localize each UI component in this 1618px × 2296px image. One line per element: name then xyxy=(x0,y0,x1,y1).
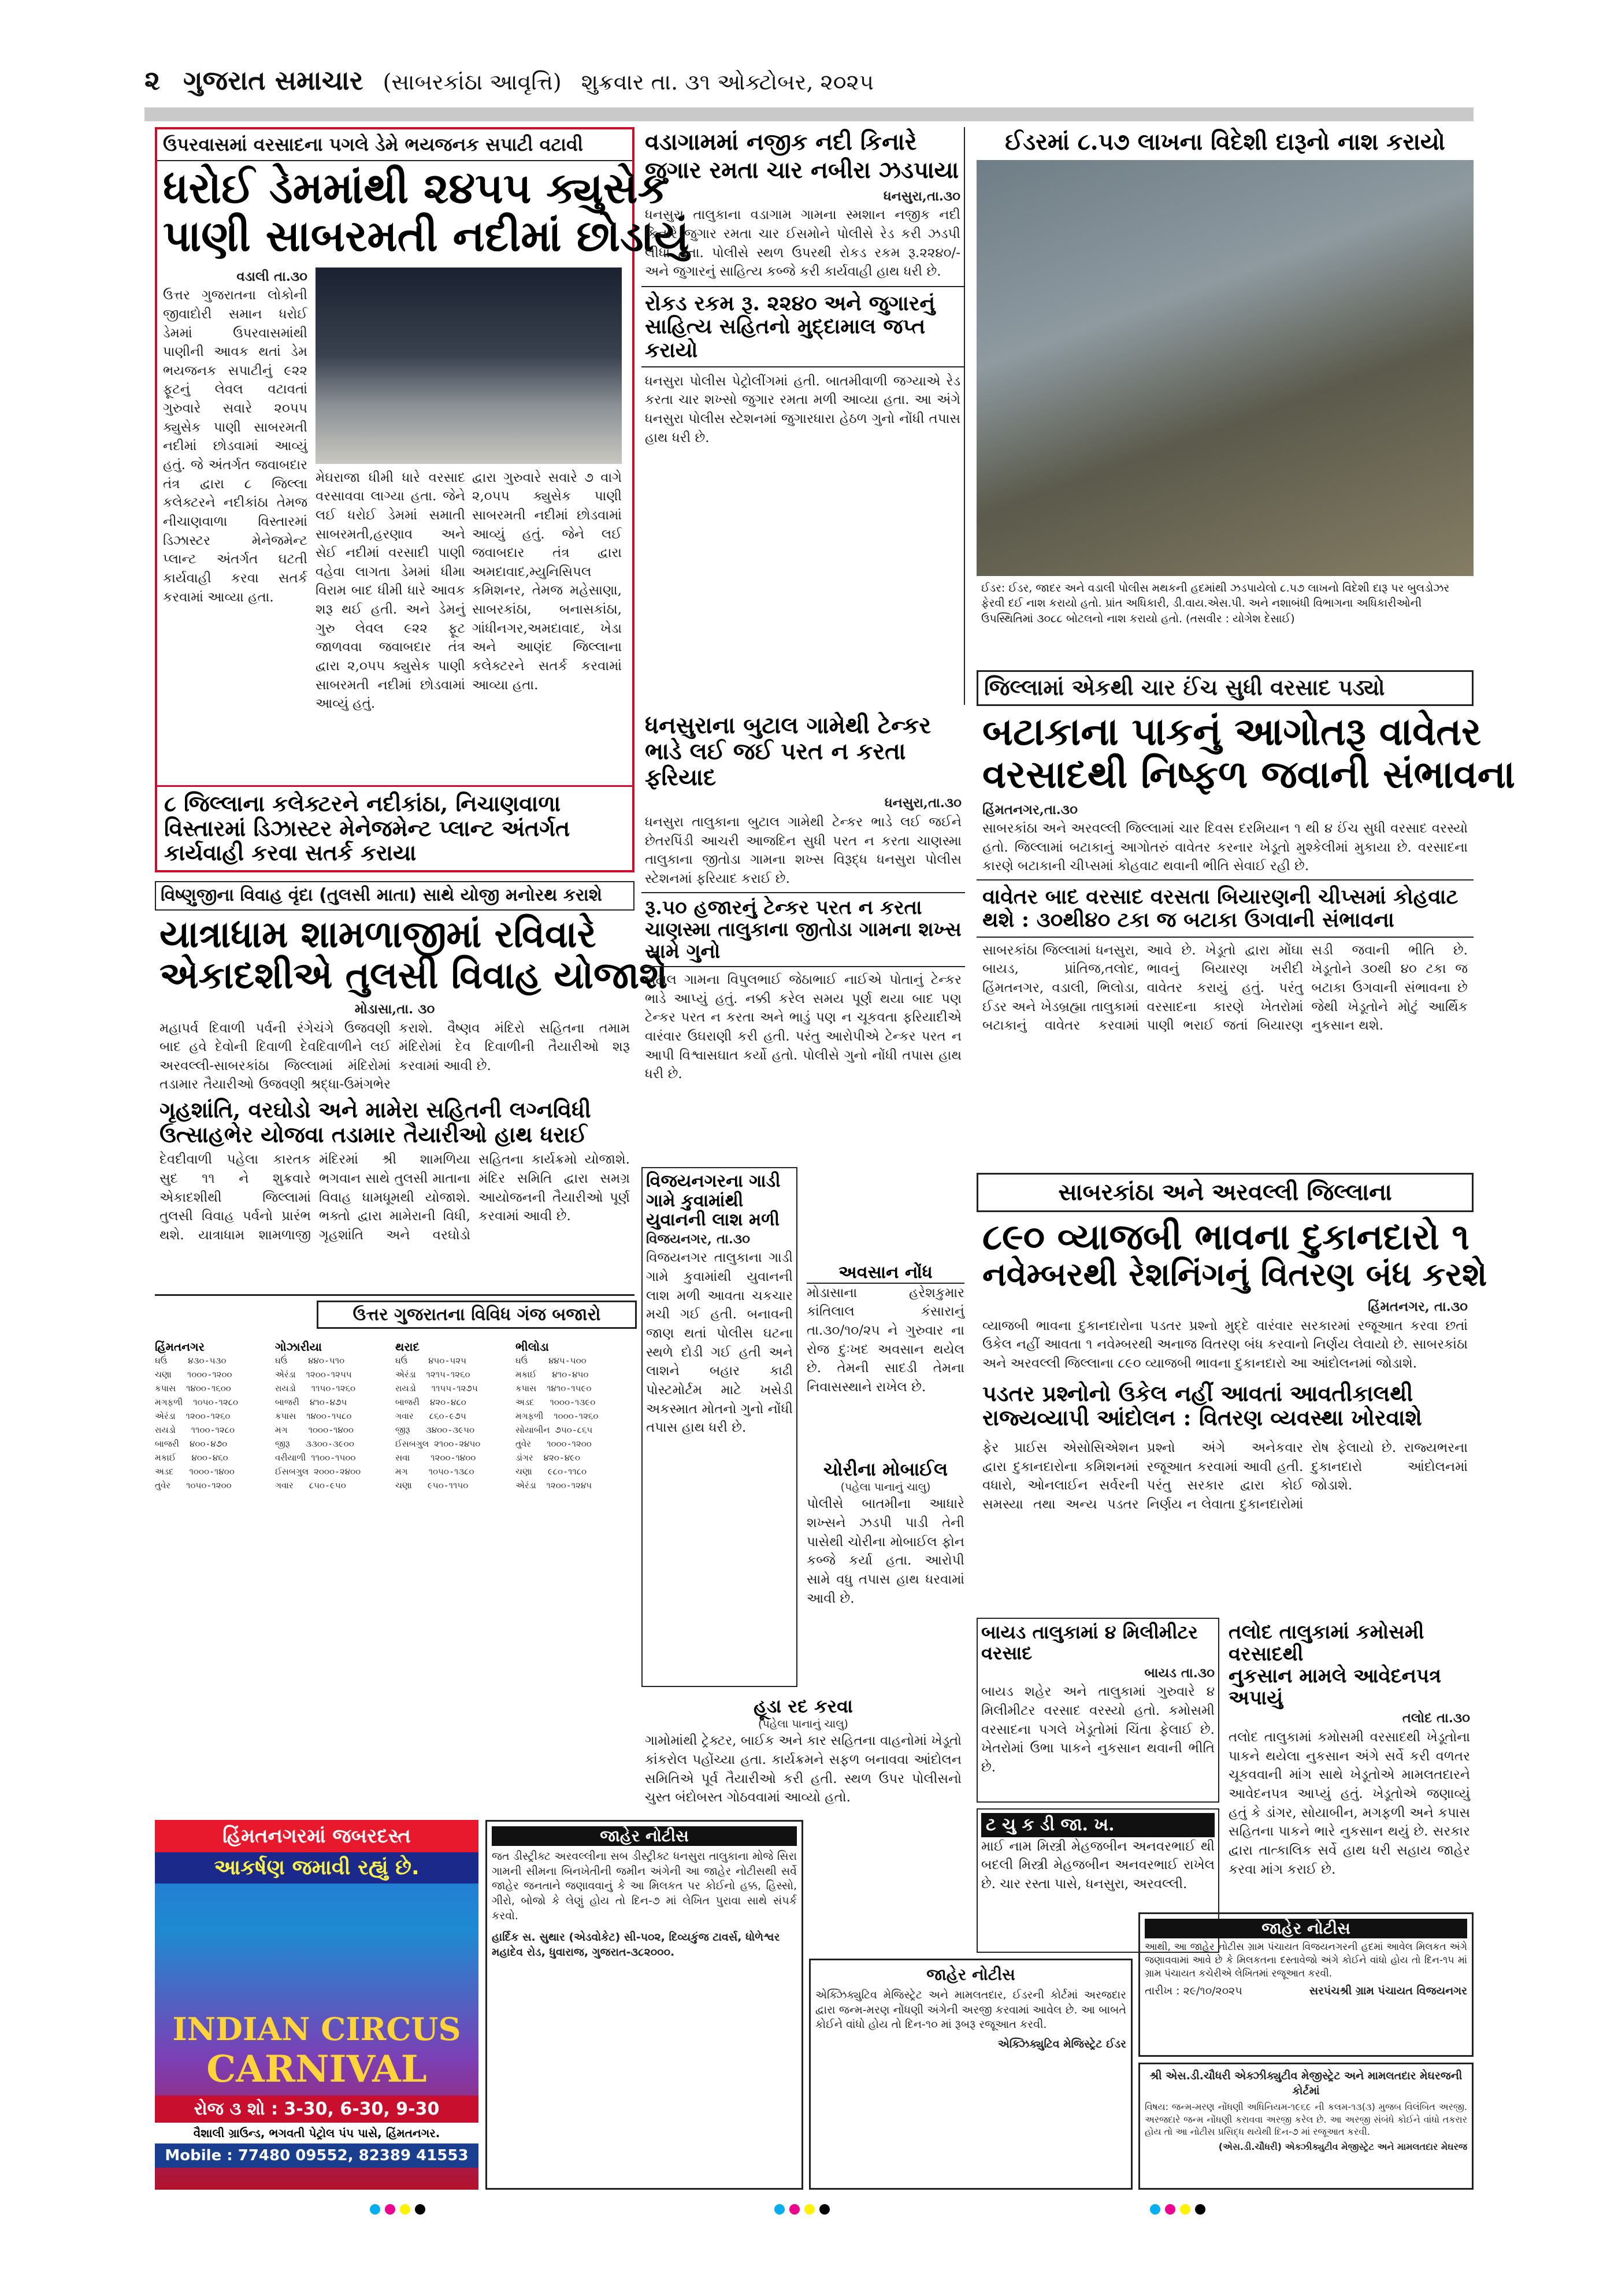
tulsi-headline-1: યાત્રાધામ શામળાજીમાં રવિવારે xyxy=(159,912,596,956)
market-rows: ઘઉં ૪૫૦-૫૨૫ એરંડા ૧૨૧૫-૧૨૬૦ રાયડો ૧૧૫૫-૧૨૭૫ બાજરી ૪૨૦-૪૮૦ ગવાર ૮૬૦-૯૭૫ જીરૂ ૩૪૦૦-૩૯૫૦ ઈસબગુલ ૨૧૦૦-૨૪૫૦ સવા ૧૨૦૦-૧૪૦૦ મગ ૧૦૫૦-૧૩૮૦ ચણા ૯૫૦-૧૧૫૦ xyxy=(395,1355,481,1491)
gambling-kicker: વડાગામમાં નજીક નદી કિનારે xyxy=(645,128,917,155)
potato-body-1: સાબરકાંઠા અને અરવલ્લી જિલ્લામાં ચાર દિવસ દરમિયાન ૧ થી ૪ ઈંચ સુધી વરસાદ વરસ્યો હતો. જિલ્લામાં બટાકાનું આગોતરું વાવેતર કરનાર ખેડૂતો મુશ્કેલીમાં મુકાયા છે. વરસાદના કારણે બટાકાની ચીપ્સમાં કોહવાટ થવાની ભીતિ સેવાઈ રહી છે. xyxy=(982,821,1468,874)
liquor-photo xyxy=(977,160,1474,576)
notice-3 xyxy=(1138,1912,1474,2057)
market-rows: ઘઉં ૪૩૦-૫૩૦ ચણા ૧૦૦૦-૧૨૦૦ કપાસ ૧૪૦૦-૧૬૦૦ મગફળી ૧૦૫૦-૧૨૮૦ એરંડા ૧૨૦૦-૧૨૬૦ રાયડો ૧૧૦૦-૧૨૮૦ બાજરી ૪૦૦-૪૭૦ મકાઈ ૪૦૦-૪૬૦ અડદ ૧૦૦૦-૧૪૦૦ તુવેર ૧૦૫૦-૧૨૦૦ xyxy=(155,1355,239,1491)
gambling-body-2: ધનસુરા પોલીસ પેટ્રોલીંગમાં હતી. બાતમીવાળી જગ્યાએ રેડ કરતા ચાર શખ્સો જુગાર રમતા મળી આવ્યા હતા. આ અંગે ધનસુરા પોલીસ સ્ટેશનમાં જુગારધારા હેઠળ ગુનો નોંધી તપાસ હાથ ધરી છે. xyxy=(645,373,960,445)
notice-2 xyxy=(809,1959,1133,2190)
ration-body-1: વ્યાજબી ભાવના દુકાનદારોના પડતર પ્રશ્નો મુદ્દે વારંવાર સરકારમાં રજૂઆત કરવા છતાં ઉકેલ નહીં આવતા ૧ નવેમ્બરથી અનાજ વિતરણ બંધ કરવાનો નિર્ણય લેવાયો છે. સાબરકાંઠા અને અરવલ્લી જિલ્લાના ૮૯૦ વ્યાજબી ભાવના દુકાનદારો આ આંદોલનમાં જોડાશે. xyxy=(982,1318,1468,1372)
bayad-rain-body: બાયડ શહેર અને તાલુકામાં ગુરુવારે ૪ મિલીમીટર વરસાદ વરસ્યો હતો. કમોસમી વરસાદના પગલે ખેડૂતોમાં ચિંતા ફેલાઈ છે. ખેતરોમાં ઉભા પાકને નુકસાન થવાની ભીતિ છે. xyxy=(981,1684,1215,1775)
market-section xyxy=(155,1294,634,1814)
tulsi-kicker: વિષ્ણુજીના વિવાહ વૃંદા (તુલસી માતા) સાથે યોજી મનોરથ કરાશે xyxy=(155,881,634,911)
story-mobile xyxy=(803,1456,968,1675)
potato-kicker: જિલ્લામાં એકથી ચાર ઈંચ સુધી વરસાદ પડ્યો xyxy=(977,670,1474,706)
mobile-headline: ચોરીના મોબાઈલ xyxy=(823,1458,948,1480)
market-rows: ઘઉં ૪૪૫-૫૦૦ મકાઈ ૪૧૦-૪૫૦ કપાસ ૧૪૧૦-૧૫૯૦ અડદ ૧૦૦૦-૧૩૯૦ મગફળી ૧૦૦૦-૧૨૬૦ સોયાબીન ૭૫૦-૮૬૫ તુવેર ૧૦૦૦-૧૨૦૦ ડાંગર ૪૨૦-૪૯૦ ચણા ૯૮૦-૧૧૮૦ એરંડા ૧૨૦૦-૧૨૪૫ xyxy=(515,1355,599,1491)
tanker-body-2: બુટાલ ગામના વિપુલભાઈ જેઠાભાઈ નાઈએ પોતાનું ટેન્કર ભાડે આપ્યું હતું. નક્કી કરેલ સમય પૂર્ણ થયા બાદ પણ ટેન્કર પરત ન કરતા અને ભાડું પણ ન ચૂકવતા ફરિયાદીએ વારંવાર ઉઘરાણી કરી હતી. પરંતુ આરોપીએ ટેન્કર પરત ન આપી વિશ્વાસઘાત કર્યો હતો. પોલીસે ગુનો નોંધી તપાસ હાથ ધરી છે. xyxy=(645,972,962,1082)
ad-circus-title-1: INDIAN CIRCUS xyxy=(172,2011,461,2048)
bayad-rain-headline: બાયડ તાલુકામાં ૪ મિલીમીટર વરસાદ xyxy=(981,1621,1198,1664)
dam-footer-headline: ૮ જિલ્લાના કલેક્ટરને નદીકાંઠા, નિચાણવાળા વિસ્તારમાં ડિઝાસ્ટર મેનેજમેન્ટ પ્લાન્ટ અંતર્ગત કાર્યવાહી કરવા સતર્ક કરાયા xyxy=(157,785,632,870)
tanker-headline-2: ભાડે લઈ જઈ પરત ન કરતા ફરિયાદ xyxy=(645,737,906,791)
ration-kicker: સાબરકાંઠા અને અરવલ્લી જિલ્લાના xyxy=(977,1173,1474,1212)
page-header xyxy=(144,65,1474,105)
story-ration xyxy=(977,1173,1487,1612)
dam-headline-2: પાણી સાબરમતી નદીમાં છોડાયું xyxy=(163,211,689,261)
notice-2-signer: એક્ઝિક્યુટિવ મેજિસ્ટ્રેટ ઈડર xyxy=(997,2037,1126,2050)
body-found-dateline: વિજયનગર, તા.૩૦ xyxy=(646,1231,751,1247)
tulsi-dateline: મોડાસા,તા. ૩૦ xyxy=(354,1001,435,1017)
notice-3-title: જાહેર નોટીસ xyxy=(1145,1919,1467,1938)
tuchka-body: માઈ નામ મિસ્ત્રી મેહજબીન અનવરભાઈ થી બદલી મિસ્ત્રી મેહજબીન અનવરભાઈ રાખેલ છે. ચાર રસ્તા પાસે, ધનસુરા, અરવલ્લી. xyxy=(981,1838,1215,1892)
tulsi-headline-2: એકાદશીએ તુલસી વિવાહ યોજાશે xyxy=(159,954,668,998)
dam-body-1: ઉત્તર ગુજરાતના લોકોની જીવાદોરી સમાન ધરોઈ ડેમમાં ઉપરવાસમાંથી પાણીની આવક થતાં ડેમ ભયજનક સપાટીનું ૯૨૨ ફૂટનું લેવલ વટાવતાં ગુરુવારે સવારે ૨૦૫૫ ક્યુસેક પાણી સાબરમતી નદીમાં છોડવામાં આવ્યું હતું. જે અંતર્ગત જવાબદાર તંત્ર દ્વારા ૮ જિલ્લા કલેક્ટરને નદીકાંઠા તેમજ નીચાણવાળા વિસ્તારમાં ડિઝાસ્ટર મેનેજમેન્ટ પ્લાન્ટ અંતર્ગત ઘટતી કાર્યવાહી કરવા સતર્ક કરવામાં આવ્યા હતા. xyxy=(163,288,307,605)
gambling-headline: જુગાર રમતા ચાર નબીરા ઝડપાયા xyxy=(645,156,959,184)
market-column xyxy=(515,1336,631,1492)
cyan-dot xyxy=(1150,2204,1160,2215)
dam-photo xyxy=(316,268,622,464)
ration-dateline: હિંમતનગર, તા.૩૦ xyxy=(1368,1299,1468,1315)
notice-4-body: વિષય: જન્મ-મરણ નોંધણી અધિનિયમ-૧૯૬૯ ની કલમ-૧૩(૩) મુજબ વિલંબિત અરજી. અરજદારે જન્મ નોંધણી કરાવવા અરજી કરેલ છે. આ અરજી સંબંધે કોઈને વાંધો તકરાર હોય તો આ નોટીસ પ્રસિદ્ધ થયેથી દિન-૭ માં રજૂઆત કરવી. xyxy=(1145,2101,1467,2138)
market-rows: ઘઉં ૪૪૦-૫૧૦ એરંડા ૧૨૦૦-૧૨૫૫ રાયડો ૧૧૫૦-૧૨૬૦ બાજરી ૪૧૦-૪૭૫ કપાસ ૧૪૦૦-૧૫૮૦ મગ ૧૦૦૦-૧૪૦૦ જીરૂ ૩૩૦૦-૩૯૦૦ વરીયાળી ૧૧૦૦-૧૫૦૦ ઈસબગુલ ૨૦૦૦-૨૪૦૦ ગવાર ૮૫૦-૯૫૦ xyxy=(275,1355,361,1491)
ad-circus-title-2: CARNIVAL xyxy=(206,2048,427,2091)
notice-2-title: જાહેર નોટીસ xyxy=(926,1965,1015,1984)
story-bayad-rain xyxy=(977,1618,1219,1803)
tanker-headline-1: ધનસુરાના બુટાલ ગામેથી ટેન્કર xyxy=(645,712,932,739)
edition: (સાબરકાંઠા આવૃત્તિ) xyxy=(383,69,562,95)
liquor-caption: ઈડર: ઈડર, જાદર અને વડાલી પોલીસ મથકની હદમાંથી ઝડપાયેલો ૮.૫૭ લાખનો વિદેશી દારૂ પર બુલડોઝર ફેરવી દઈ નાશ કરાયો હતો. પ્રાંત અધિકારી, ડી.વાય.એસ.પી. અને નશાબંધી વિભાગના અધિકારીઓની ઉપસ્થિતિમાં ૩૦૮૮ બોટલનો નાશ કરાયો હતો. (તસવીર : યોગેશ દેસાઈ) xyxy=(977,578,1474,629)
notice-1-title: જાહેર નોટીસ xyxy=(492,1826,797,1846)
talod-headline-2: નુકસાન મામલે આવેદનપત્ર અપાયું xyxy=(1229,1665,1441,1710)
registration-marks-center xyxy=(774,2204,925,2221)
yellow-dot xyxy=(804,2204,815,2215)
page-number: ૨ xyxy=(144,65,161,96)
bayad-rain-dateline: બાયડ તા.૩૦ xyxy=(1144,1665,1215,1681)
registration-marks-left xyxy=(370,2204,520,2221)
story-obituary xyxy=(803,1260,968,1450)
obituary-body: મોડાસાના હરેશકુમાર કાંતિલાલ કંસારાનું તા.૩૦/૧૦/૨૫ ને ગુરુવાર ના રોજ દુઃખદ અવસાન થયેલ છે. તેમની સાદડી તેમના નિવાસસ્થાને રાખેલ છે. xyxy=(807,1285,964,1395)
ration-body-2: ફેર પ્રાઈસ એસોસિએશન દ્વારા દુકાનદારોના કમિશનમાં વધારો, ઓનલાઈન સર્વરની સમસ્યા તથા અન્ય પડતર પ્રશ્નો અંગે અનેકવાર રજૂઆત કરવામાં આવી હતી. પરંતુ સરકાર દ્વારા કોઈ નિર્ણય ન લેવાતા દુકાનદારોમાં રોષ ફેલાયો છે. રાજ્યભરના દુકાનદારો આંદોલનમાં જોડાશે. xyxy=(982,1440,1468,1512)
tulsi-body-1: મહાપર્વ દિવાળી પર્વની રંગેચંગે ઉજવણી બાદ હવે દેવોની દિવાળી દેવદિવાળીને લઈ અરવલ્લી-સાબરકાંઠા જિલ્લામાં મંદિરોમાં તડામાર તૈયારીઓ ઉજવણી શ્રદ્ધા-ઉમંગભેર કરાશે. વૈષ્ણવ મંદિરો સહિતના તમામ મંદિરોમાં દેવ દિવાળીની તૈયારીઓ શરૂ કરવામાં આવી છે. xyxy=(159,1020,630,1093)
dam-kicker: ઉપરવાસમાં વરસાદના પગલે ડેમે ભયજનક સપાટી વટાવી xyxy=(157,129,632,161)
mobile-body: પોલીસે બાતમીના આધારે શખ્સને ઝડપી પાડી તેની પાસેથી ચોરીના મોબાઈલ ફોન કબ્જે કર્યા હતા. આરોપી સામે વધુ તપાસ હાથ ધરવામાં આવી છે. xyxy=(807,1496,964,1606)
potato-body-2: સાબરકાંઠા જિલ્લામાં ધનસુરા, બાયડ, પ્રાંતિજ,તલોદ, હિંમતનગર, વડાલી, ભિલોડા, ઈડર અને ખેડબ્રહ્મા તાલુકામાં બટાકાનું વાવેતર કરવામાં આવે છે. ખેડૂતો દ્વારા મોંઘા ભાવનું બિયારણ ખરીદી વાવેતર કરાયું હતું. પરંતુ વરસાદના કારણે ખેતરોમાં પાણી ભરાઈ જતાં બિયારણ સડી જવાની ભીતિ છે. ખેડૂતોને ૩૦થી ૪૦ ટકા જ બટાકા ઉગવાની સંભાવના છે જેથી ખેડૂતોને મોટું આર્થિક નુકસાન થશે. xyxy=(982,942,1468,1034)
cyan-dot xyxy=(370,2204,380,2215)
story-talod xyxy=(1225,1618,1474,1907)
date-line: શુક્રવાર તા. ૩૧ ઓક્ટોબર, ૨૦૨૫ xyxy=(581,69,874,95)
tuchka-headline: ટ ચુ ક ડી જા. ખ. xyxy=(981,1813,1215,1837)
hooda-sub: (પહેલા પાનાનું ચાલુ) xyxy=(758,1717,848,1730)
potato-dateline: હિંમતનગર,તા.૩૦ xyxy=(982,801,1078,818)
story-body-found xyxy=(641,1167,797,1687)
notice-4 xyxy=(1138,2063,1474,2190)
ration-subhead: પડતર પ્રશ્નોનો ઉકેલ નહીં આવતાં આવતીકાલથી રાજ્યવ્યાપી આંદોલન : વિતરણ વ્યવસ્થા ખોરવાશે xyxy=(982,1380,1422,1431)
dam-dateline: વડાલી તા.૩૦ xyxy=(236,268,307,284)
ad-circus[interactable] xyxy=(155,1820,478,2190)
story-liquor xyxy=(977,127,1474,664)
masthead: ગુજરાત સમાચાર xyxy=(183,65,363,96)
market-column xyxy=(275,1336,391,1492)
magenta-dot xyxy=(789,2204,800,2215)
hooda-body: ગામોમાંથી ટ્રેક્ટર, બાઈક અને કાર સહિતના વાહનોમાં ખેડૂતો કાંકરોલ પહોંચ્યા હતા. કાર્યક્રમને સફળ બનાવવા આંદોલન સમિતિએ પૂર્વ તૈયારીઓ કરી હતી. સ્થળ ઉપર પોલીસનો ચુસ્ત બંદોબસ્ત ગોઠવવામાં આવ્યો હતો. xyxy=(645,1733,962,1805)
ration-headline-2: નવેમ્બરથી રેશનિંગનું વિતરણ બંધ કરશે xyxy=(982,1255,1487,1294)
notice-1-signer: હાર્દિક સ. સુથાર (એડવોકેટ) સી-૫૦૨, દિવ્યકુંજ ટાવર્સ, ધોળેશ્વર મહાદેવ રોડ, ધુવારાજ, ગુજરાત-૩૮૨૦૦૦. xyxy=(492,1931,780,1959)
magenta-dot xyxy=(1165,2204,1175,2215)
ration-headline-1: ૮૯૦ વ્યાજબી ભાવના દુકાનદારો ૧ xyxy=(982,1216,1469,1258)
market-city: ભીલોડા xyxy=(515,1340,549,1354)
story-gambling xyxy=(641,127,965,705)
obituary-headline: અવસાન નોંધ xyxy=(807,1263,964,1284)
notice-4-signer: (એસ.ડી.ચૌધરી) એક્ઝીક્યુટીવ મેજીસ્ટ્રેટ અને મામલતદાર મેઘરજ xyxy=(1218,2141,1467,2153)
header-rule xyxy=(144,107,1474,121)
notice-4-title: શ્રી એસ.ડી.ચૌધરી એક્ઝીક્યુટીવ મેજીસ્ટ્રેટ અને મામલતદાર મેઘરજની કોર્ટમાં xyxy=(1149,2070,1463,2097)
tanker-body-1: ધનસુરા તાલુકાના બુટાલ ગામેથી ટેન્કર ભાડે લઈ જઈને છેતરપિંડી આચરી આજદિન સુધી પરત ન કરતા ચાણસ્મા તાલુકાના જીતોડા ગામના શખ્સ વિરૂદ્ધ ધનસુરા પોલીસ સ્ટેશનમાં ફરિયાદ કરાઈ છે. xyxy=(645,815,962,887)
body-found-body: વિજયનગર તાલુકાના ગાડી ગામે કુવામાંથી યુવાનની લાશ મળી આવતા ચકચાર મચી ગઈ હતી. બનાવની જાણ થતાં પોલીસ ઘટના સ્થળે દોડી ગઈ હતી અને લાશને બહાર કાઢી પોસ્ટમોર્ટમ માટે ખસેડી અકસ્માત મોતનો ગુનો નોંધી તપાસ હાથ ધરી છે. xyxy=(646,1250,793,1436)
market-column xyxy=(155,1336,270,1492)
yellow-dot xyxy=(400,2204,410,2215)
story-dam xyxy=(155,127,689,872)
market-city: થરાદ xyxy=(395,1340,420,1354)
notice-3-signer: સરપંચશ્રી ગ્રામ પંચાયત વિજયનગર xyxy=(1309,1984,1467,1997)
ad-circus-shows: રોજ ૩ શો : 3-30, 6-30, 9-30 xyxy=(155,2096,478,2123)
market-city: હિંમતનગર xyxy=(155,1340,205,1354)
dam-body-2: મેઘરાજા ધીમી ધારે વરસાદ વરસાવવા લાગ્યા હતા. જેને લઈ ધરોઈ ડેમમાં સમાતી સાબરમતી,હરણાવ અને સેઈ નદીમાં વરસાદી પાણી વહેવા લાગતા ડેમમાં ધીમા વિરામ બાદ ધીમી ધારે આવક શરૂ થઈ હતી. અને ડેમનું ગુરુ લેવલ ૯૨૨ ફૂટ જાળવવા જવાબદાર તંત્ર દ્વારા ૨,૦૫૫ ક્યુસેક પાણી સાબરમતી નદીમાં છોડવામાં આવ્યું હતું. xyxy=(316,470,465,712)
tanker-dateline: ધનસુરા,તા.૩૦ xyxy=(884,795,962,811)
ad-circus-line-2: આકર્ષણ જમાવી રહ્યું છે. xyxy=(155,1852,478,1883)
talod-dateline: તલોદ તા.૩૦ xyxy=(1402,1710,1470,1726)
ad-circus-address: વૈશાલી ગ્રાઉન્ડ, ભગવતી પેટ્રોલ પંપ પાસે, હિંમતનગર. xyxy=(155,2123,478,2143)
black-dot xyxy=(819,2204,830,2215)
magenta-dot xyxy=(385,2204,395,2215)
tanker-subhead: રૂ.૫૦ હજારનું ટેન્કર પરત ન કરતા ચાણસ્મા તાલુકાના જીતોડા ગામના શખ્સ સામે ગુનો xyxy=(641,892,965,967)
cyan-dot xyxy=(774,2204,785,2215)
market-city: ગોઝારીયા xyxy=(275,1340,322,1354)
dam-headline-1: ધરોઈ ડેમમાંથી ૨૪૫૫ ક્યુસેક xyxy=(163,163,668,213)
potato-headline-2: વરસાદથી નિષ્ફળ જવાની સંભાવના xyxy=(982,751,1515,797)
talod-body: તલોદ તાલુકામાં કમોસમી વરસાદથી ખેડૂતોના પાકને થયેલા નુકસાન અંગે સર્વે કરી વળતર ચૂકવવાની માંગ સાથે ખેડૂતોએ મામલતદારને આવેદનપત્ર આપ્યું હતું. ખેડૂતોએ જણાવ્યું હતું કે ડાંગર, સોયાબીન, મગફળી અને કપાસ સહિતના પાકને ભારે નુકસાન થયું છે. સરકાર દ્વારા તાત્કાલિક સર્વે હાથ ધરી સહાય જાહેર કરવા માંગ કરાઈ છે. xyxy=(1229,1729,1470,1877)
notice-3-body: આથી, આ જાહેર નોટીસ ગ્રામ પંચાયત વિજયનગરની હદમાં આવેલ મિલકત અંગે જણાવવામાં આવે છે કે મિલકતના દસ્તાવેજો અંગે કોઈને વાંધો હોય તો દિન-૧૫ માં ગ્રામ પંચાયત કચેરીએ લેખિતમાં રજૂઆત કરવી. xyxy=(1145,1941,1467,1979)
liquor-headline: ઈડરમાં ૮.૫૭ લાખના વિદેશી દારૂનો નાશ કરાયો xyxy=(1005,128,1445,155)
ad-circus-tagline: હિંમતનગરમાં જબરદસ્ત xyxy=(155,1820,478,1852)
gambling-subhead: રોકડ રકમ રૂ. ૨૨૪૦ અને જુગારનું સાહિત્ય સહિતનો મુદ્દામાલ જપ્ત કરાયો xyxy=(641,286,964,367)
story-potato xyxy=(977,670,1515,1167)
notice-3-date: તારીખ : ૨૯/૧૦/૨૦૨૫ xyxy=(1145,1984,1242,1997)
story-tanker xyxy=(641,711,965,1161)
gambling-dateline: ધનસુરા,તા.૩૦ xyxy=(883,188,960,204)
gambling-body: ધનસુરા તાલુકાના વડાગામ ગામના સ્મશાન નજીક નદી કિનારે જુગાર રમતા ચાર ઈસમોને પોલીસે રેડ કરી ઝડપી લીધા હતા. પોલીસે સ્થળ ઉપરથી રોકડ રકમ રૂ.૨૨૪૦/- અને જુગારનું સાહિત્ય કબ્જે કરી કાર્યવાહી હાથ ધરી છે. xyxy=(645,207,960,280)
black-dot xyxy=(1195,2204,1205,2215)
talod-headline-1: તલોદ તાલુકામાં કમોસમી વરસાદથી xyxy=(1229,1621,1424,1666)
black-dot xyxy=(415,2204,425,2215)
notice-1 xyxy=(485,1820,803,2190)
hooda-headline: હૂડા રદ કરવા xyxy=(754,1695,853,1717)
market-column xyxy=(395,1336,511,1492)
notice-2-body: એક્ઝિક્યુટિવ મેજિસ્ટ્રેટ અને મામલતદાર, ઈડરની કોર્ટમાં અરજદાર દ્વારા જન્મ-મરણ નોંધણી અંગેની અરજી કરવામાં આવેલ છે. આ બાબતે કોઈને વાંધો હોય તો દિન-૧૦ માં રૂબરૂ રજૂઆત કરવી. xyxy=(815,1989,1126,2031)
story-tulsi xyxy=(155,881,668,1286)
potato-headline-1: બટાકાના પાકનું આગોતરૂ વાવેતર xyxy=(982,708,1482,754)
ad-circus-mobile: Mobile : 77480 09552, 82389 41553 xyxy=(155,2143,478,2168)
market-title: ઉત્તર ગુજરાતના વિવિધ ગંજ બજારો xyxy=(317,1301,637,1329)
potato-subhead: વાવેતર બાદ વરસાદ વરસતા બિયારણની ચીપ્સમાં કોહવાટ થશે : ૩૦થી૪૦ ટકા જ બટાકા ઉગવાની સંભાવના xyxy=(977,879,1474,938)
tulsi-body-2: દેવદીવાળી પહેલા કારતક સુદ ૧૧ ને શુક્રવારે એકાદશીથી જિલ્લામાં તુલસી વિવાહ પર્વનો પ્રારંભ થશે. યાત્રાધામ શામળાજી મંદિરમાં શ્રી શામળિયા ભગવાન સાથે તુલસી માતાના વિવાહ ધામધૂમથી યોજાશે. ભક્તો દ્વારા મામેરાની વિધી, ગૃહશાંતિ અને વરઘોડો સહિતના કાર્યક્રમો યોજાશે. મંદિર સમિતિ દ્વારા સમગ્ર આયોજનની તૈયારીઓ પૂર્ણ કરવામાં આવી છે. xyxy=(159,1152,630,1243)
tulsi-subhead: ગૃહશાંતિ, વરઘોડો અને મામેરા સહિતની લગ્નવિધી ઉત્સાહભેર યોજવા તડામાર તૈયારીઓ હાથ ધરાઈ xyxy=(159,1097,591,1147)
dam-body-3: દ્વારા ગુરુવારે સવારે ૭ વાગે ૨,૦૫૫ ક્યુસેક પાણી સાબરમતી નદીમાં છોડવામાં આવ્યું હતું. જેને લઈ જવાબદાર તંત્ર દ્વારા અમદાવાદ,મ્યુનિસિપલ કમિશનર, તેમજ મહેસાણા, સાબરકાંઠા, બનાસકાંઠા, ગાંધીનગર,અમદાવાદ, ખેડા અને આણંદ જિલ્લાના કલેક્ટરને સતર્ક કરવામાં આવ્યા હતા. xyxy=(472,470,622,693)
yellow-dot xyxy=(1180,2204,1190,2215)
registration-marks-right xyxy=(1150,2204,1300,2221)
mobile-sub: (પહેલા પાનાનું ચાલુ) xyxy=(840,1480,931,1493)
notice-1-body: જત ડીસ્ટ્રીક્ટ અરવલ્લીના સબ ડીસ્ટ્રીક્ટ ધનસુરા તાલુકાના મોજે સિરા ગામની સીમના બિનખેતીની જમીન અંગેની આ જાહેર નોટીસથી સર્વે જાહેર જનતાને જણાવવાનું કે આ મિલકત પર કોઈનો હક્ક, હિસ્સો, ગીરો, બોજો કે લેણું હોય તો દિન-૭ માં લેખિત પુરાવા સાથે સંપર્ક કરવો. xyxy=(492,1850,797,1922)
body-found-headline: વિજયનગરના ગાડી ગામે કુવામાંથી યુવાનની લાશ મળી xyxy=(646,1171,781,1231)
